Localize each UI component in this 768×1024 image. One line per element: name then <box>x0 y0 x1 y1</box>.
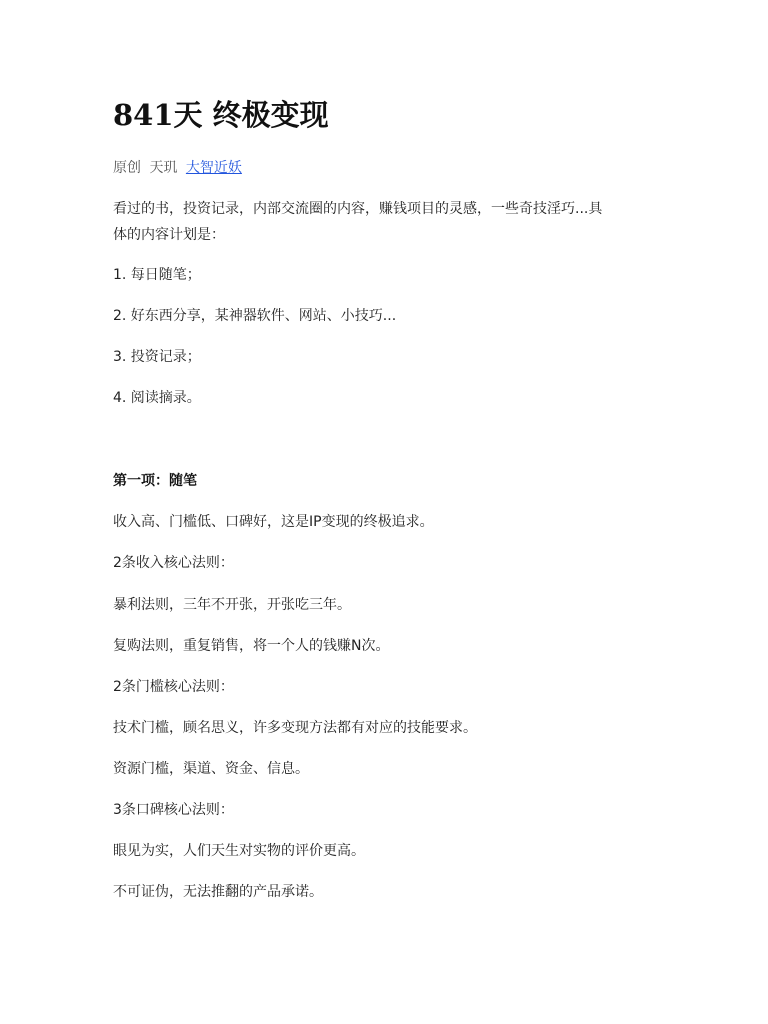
intro-line-2: 体的内容计划是： <box>113 227 225 243</box>
plan-item: 2. 好东西分享，某神器软件、网站、小技巧... <box>113 308 397 324</box>
section-paragraph: 资源门槛，渠道、资金、信息。 <box>113 761 309 777</box>
section-paragraph: 2条收入核心法则： <box>113 555 234 571</box>
account-link[interactable]: 大智近妖 <box>185 160 242 176</box>
article-title: 841天 终极变现 <box>113 98 329 132</box>
section-paragraph: 2条门槛核心法则： <box>113 679 234 695</box>
section-paragraph: 技术门槛，顾名思义，许多变现方法都有对应的技能要求。 <box>113 720 477 736</box>
section-paragraph: 不可证伪，无法推翻的产品承诺。 <box>113 884 323 900</box>
section-paragraph: 暴利法则，三年不开张，开张吃三年。 <box>113 597 351 613</box>
plan-item: 1. 每日随笔； <box>113 267 201 283</box>
intro-line-1: 看过的书，投资记录，内部交流圈的内容，赚钱项目的灵感，一些奇技淫巧...具 <box>113 201 603 217</box>
section-paragraph: 收入高、门槛低、口碑好，这是IP变现的终极追求。 <box>113 514 434 530</box>
section-paragraph: 眼见为实，人们天生对实物的评价更高。 <box>113 843 365 859</box>
plan-item: 4. 阅读摘录。 <box>113 390 201 406</box>
article-meta <box>113 157 246 179</box>
section-paragraph: 复购法则，重复销售，将一个人的钱赚N次。 <box>113 638 390 654</box>
author-name: 天玑 <box>149 160 178 176</box>
original-tag: 原创 <box>113 160 141 176</box>
section-paragraph: 3条口碑核心法则： <box>113 802 234 818</box>
section-heading: 第一项：随笔 <box>113 473 197 489</box>
plan-item: 3. 投资记录； <box>113 349 201 365</box>
